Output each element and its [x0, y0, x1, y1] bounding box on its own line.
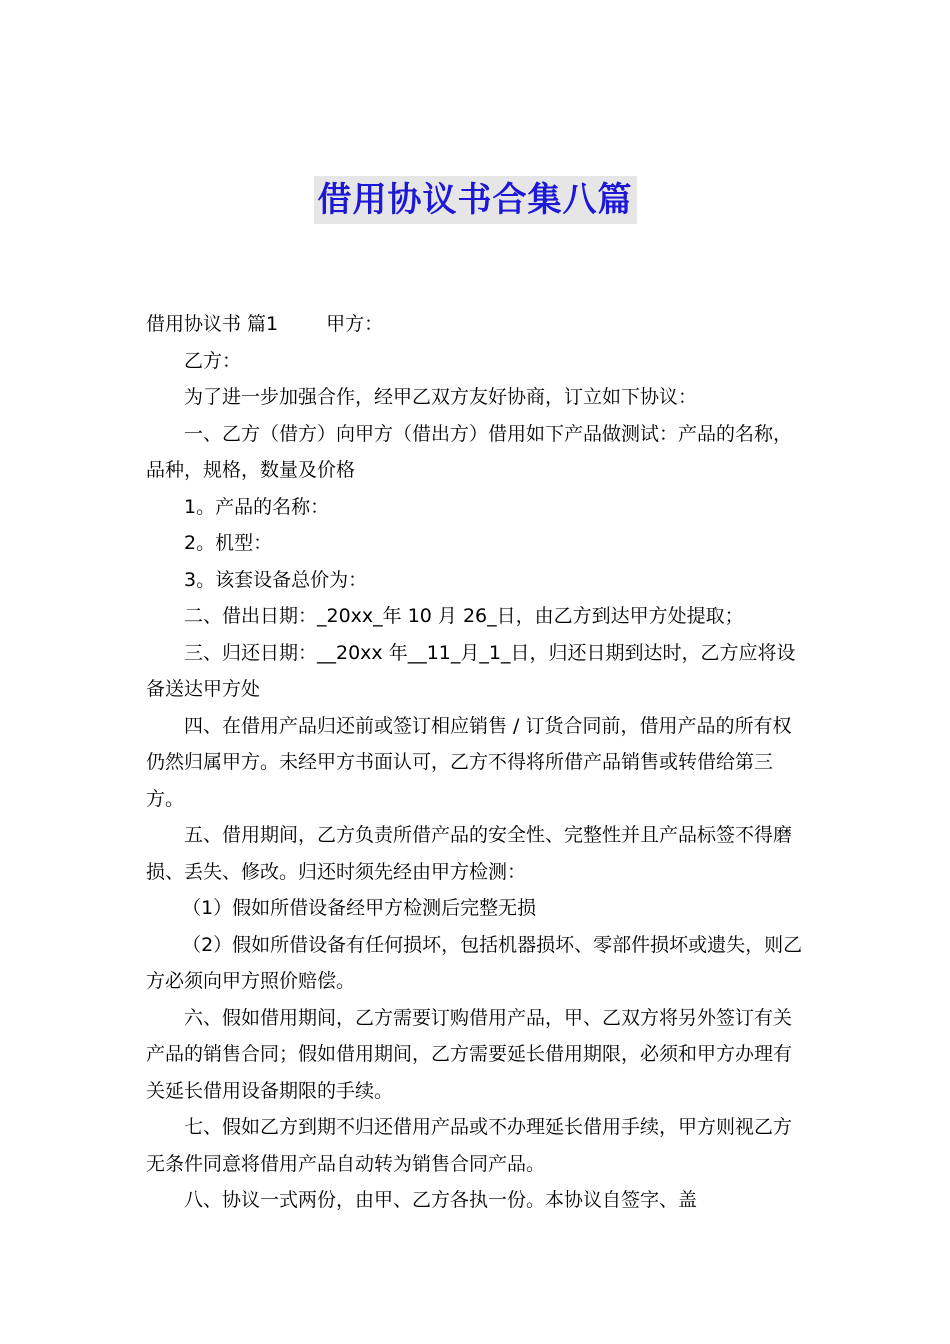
paragraph: 三、归还日期：__20xx 年__11_月_1_日，归还日期到达时，乙方应将设备送达甲方处 [146, 641, 796, 700]
party-a-label: 甲方： [326, 313, 384, 335]
title-container [0, 176, 950, 224]
paragraph: 为了进一步加强合作，经甲乙双方友好协商，订立如下协议： [184, 386, 698, 408]
document-body [146, 306, 806, 1219]
paragraph: 八、协议一式两份，由甲、乙方各执一份。本协议自签字、盖 [184, 1189, 698, 1211]
document-title: 借用协议书合集八篇 [314, 176, 637, 224]
section-heading: 借用协议书 篇1 [146, 313, 279, 335]
paragraph: 二、借出日期：_20xx_年 10 月 26_日，由乙方到达甲方处提取； [184, 605, 744, 627]
paragraph: 五、借用期间，乙方负责所借产品的安全性、完整性并且产品标签不得磨损、丢失、修改。归还时须先经由甲方检测： [146, 824, 793, 883]
paragraph: 2。机型： [184, 532, 273, 554]
paragraph: 六、假如借用期间，乙方需要订购借用产品，甲、乙双方将另外签订有关产品的销售合同；假如借用期间，乙方需要延长借用期限，必须和甲方办理有关延长借用设备期限的手续。 [146, 1006, 793, 1102]
paragraph: （1）假如所借设备经甲方检测后完整无损 [182, 897, 537, 919]
paragraph: （2）假如所借设备有任何损坏，包括机器损坏、零部件损坏或遗失，则乙方必须向甲方照价赔偿。 [146, 933, 803, 992]
paragraph: 一、乙方（借方）向甲方（借出方）借用如下产品做测试：产品的名称，品种，规格，数量及价格 [146, 422, 793, 481]
paragraph: 1。产品的名称： [184, 495, 330, 518]
paragraph: 3。该套设备总价为： [184, 568, 368, 591]
heading-line [146, 306, 806, 343]
paragraph: 乙方： [184, 349, 242, 372]
paragraph: 四、在借用产品归还前或签订相应销售 / 订货合同前，借用产品的所有权仍然归属甲方。未经甲方书面认可，乙方不得将所借产品销售或转借给第三方。 [146, 714, 792, 810]
paragraph: 七、假如乙方到期不归还借用产品或不办理延长借用手续，甲方则视乙方无条件同意将借用产品自动转为销售合同产品。 [146, 1116, 793, 1175]
